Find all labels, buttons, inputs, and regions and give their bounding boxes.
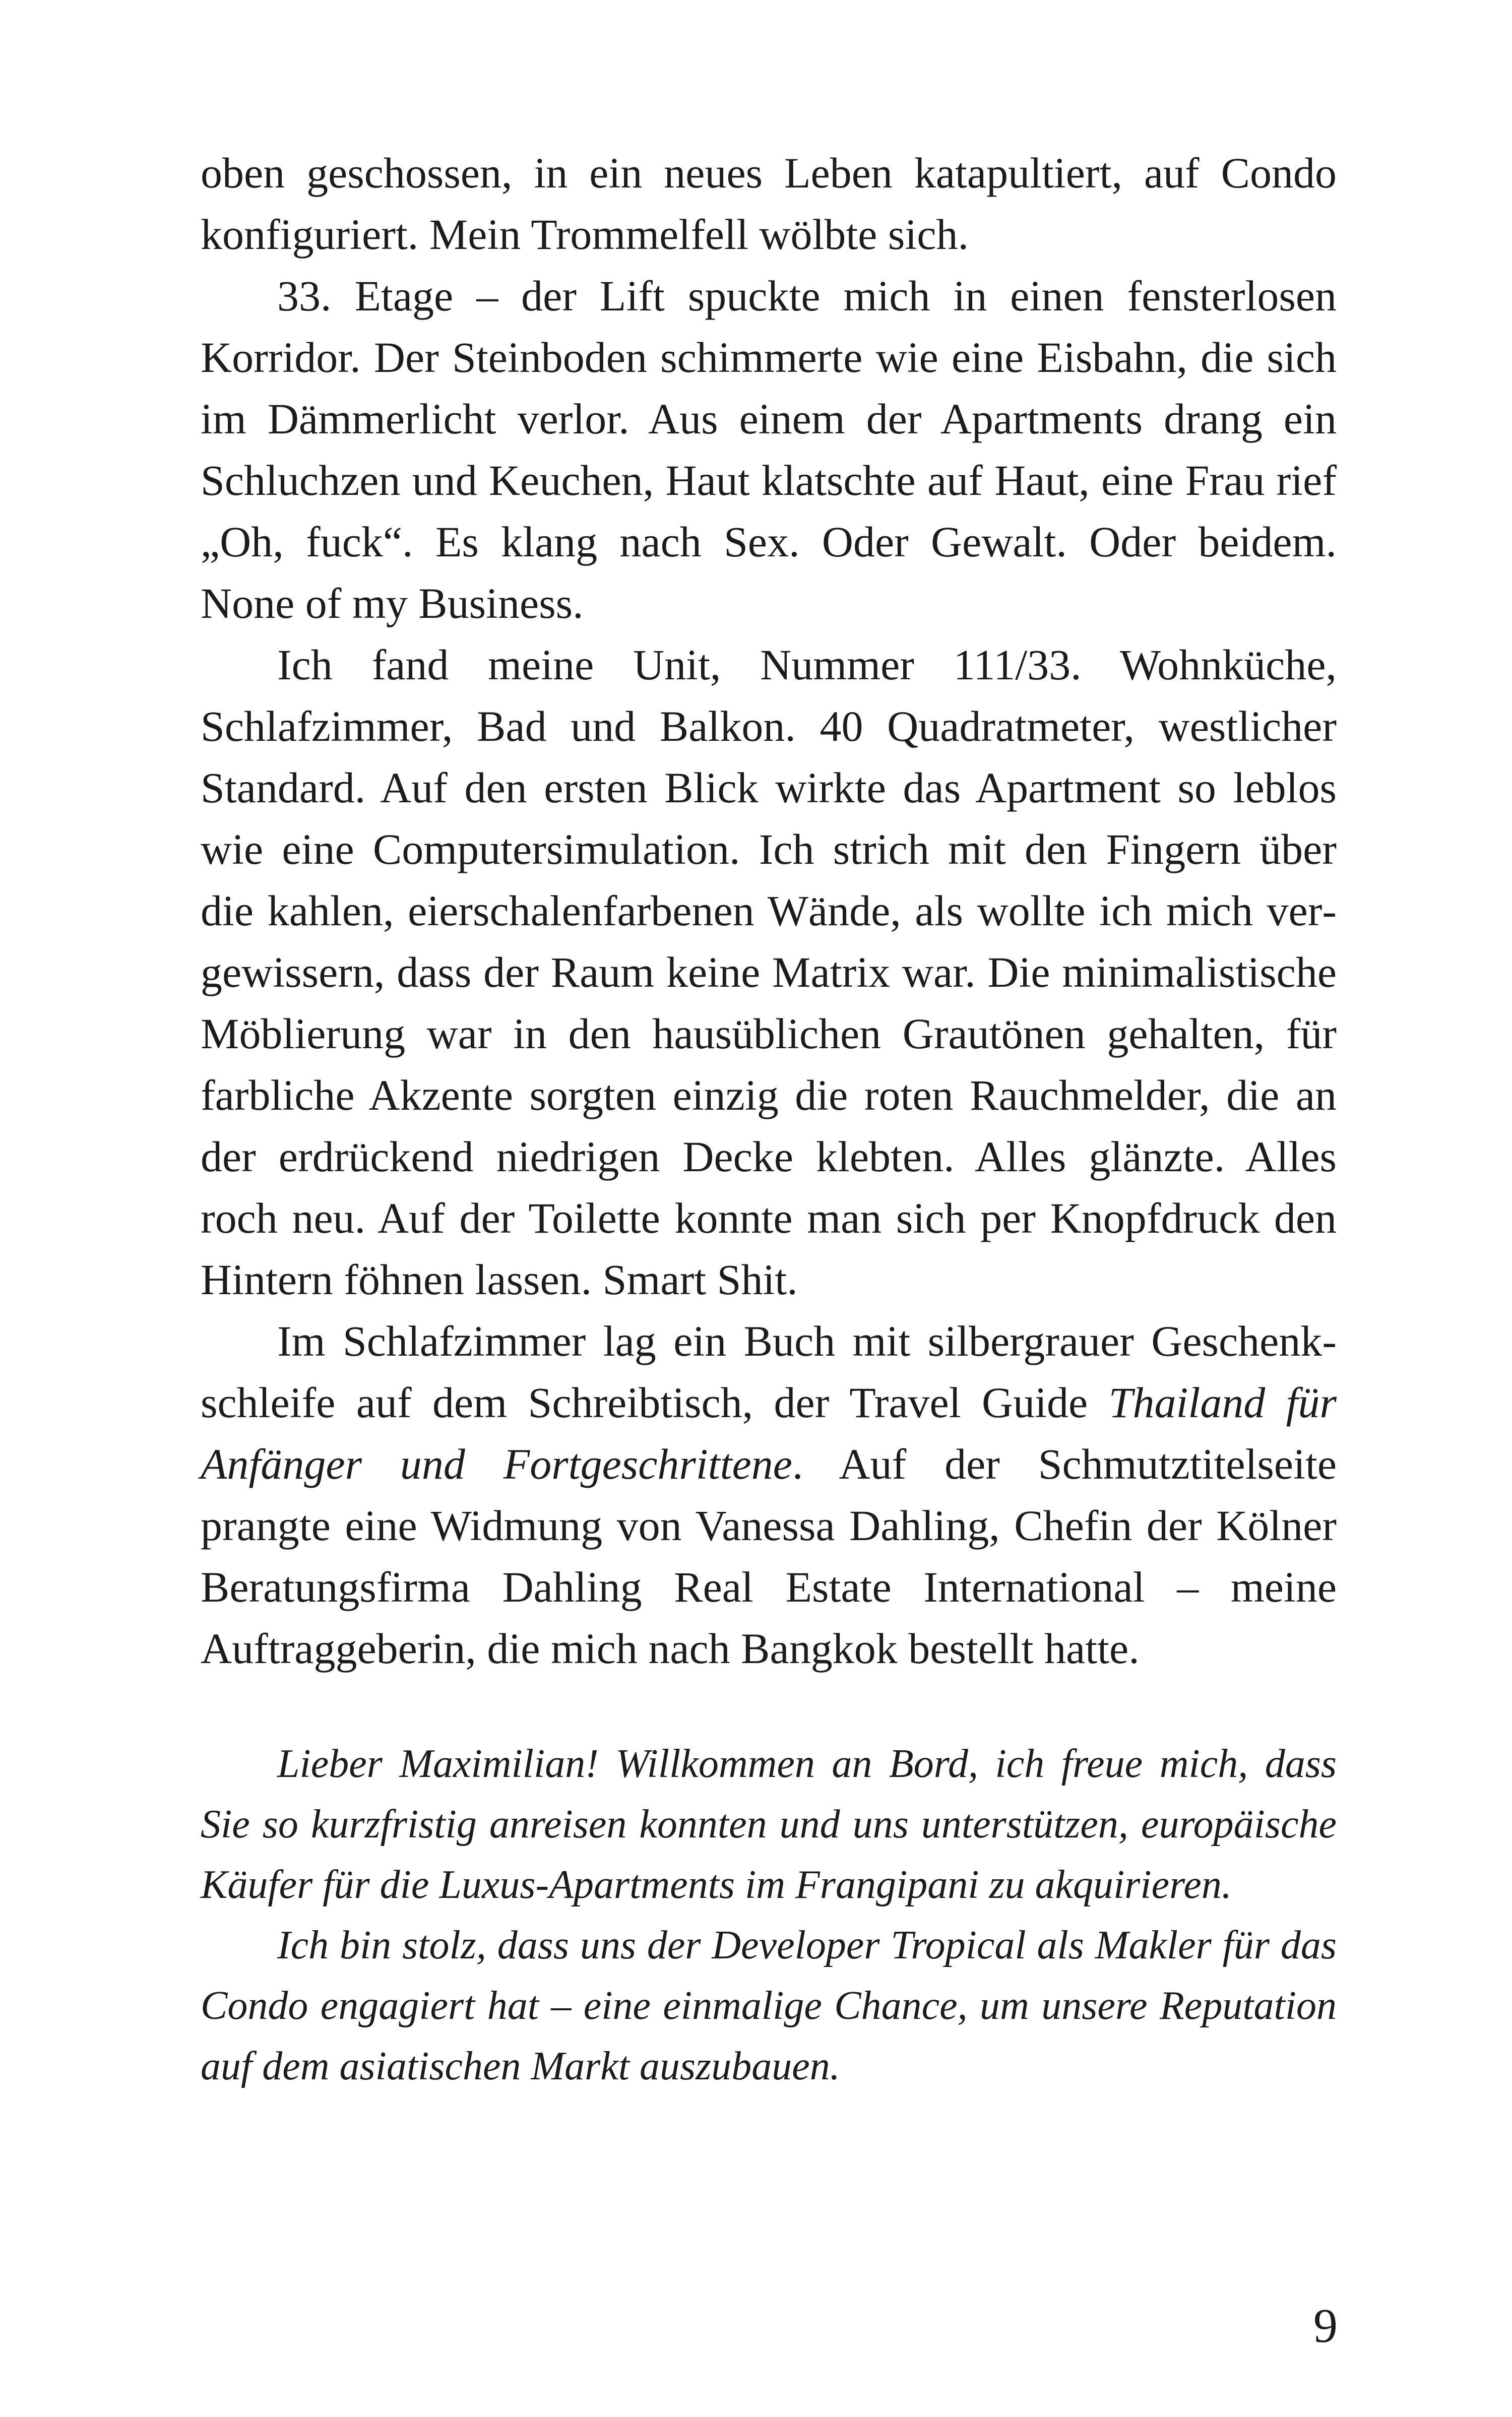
paragraph-4-text-after: . Auf der Schmutztitelseite prangte eine Widmung von Vanessa Dahling, Chefin der Kölner Beratungsfirma Dahling Real Estate International – meine Auftraggeberin, die mich nach Bangkok bestellt hatte. (201, 1440, 1337, 1673)
page-number: 9 (1313, 2299, 1338, 2352)
letter-paragraph-1: Lieber Maximilian! Willkommen an Bord, ich freue mich, dass Sie so kurzfristig anreisen konnten und uns unterstützen, europäische Käufer für die Luxus-Apartments im Frangipani zu akquirieren. (201, 1742, 1337, 1907)
body-text (201, 142, 1337, 1679)
paragraph-3: Ich fand meine Unit, Nummer 111/33. Wohnküche, Schlafzimmer, Bad und Balkon. 40 Quadratmeter, westlicher Standard. Auf den ersten Blick wirkte das Apartment so leblos wie eine Computersimulation. Ich strich mit den Fingern über die kahlen, eierschalenfarbenen Wände, als wollte ich mich vergewissern, dass der Raum keine Matrix war. Die minimalistische Möblierung war in den hausüblichen Grautönen gehalten, für farbliche Akzente sorgten einzig die roten Rauchmelder, die an der erdrückend niedrigen Decke klebten. Alles glänzte. Alles roch neu. Auf der Toilette konnte man sich per Knopfdruck den Hintern föhnen lassen. Smart Shit. (201, 641, 1337, 1304)
dedication-letter (201, 1734, 1337, 2096)
paragraph-2: 33. Etage – der Lift spuckte mich in einen fensterlosen Korridor. Der Steinboden schimmerte wie eine Eisbahn, die sich im Dämmerlicht verlor. Aus einem der Apartments drang ein Schluchzen und Keuchen, Haut klatschte auf Haut, eine Frau rief „Oh, fuck“. Es klang nach Sex. Oder Gewalt. Oder beidem. None of my Business. (201, 272, 1337, 627)
paragraph-1: oben geschossen, in ein neues Leben katapultiert, auf Condo konfiguriert. Mein Trommelfell wölbte sich. (201, 149, 1337, 259)
paragraph-4 (201, 1310, 1337, 1679)
letter-paragraph-2: Ich bin stolz, dass uns der Developer Tropical als Makler für das Condo engagiert hat – eine einmalige Chance, um unsere Reputation auf dem asiatischen Markt auszubauen. (201, 1923, 1337, 2088)
paragraph-4-text-before: Im Schlafzimmer lag ein Buch mit silbergrauer Geschenkschleife auf dem Schreibtisch, der Travel Guide (201, 1317, 1337, 1427)
book-title: Thailand für Anfänger und Fortgeschrittene (201, 1378, 1337, 1488)
